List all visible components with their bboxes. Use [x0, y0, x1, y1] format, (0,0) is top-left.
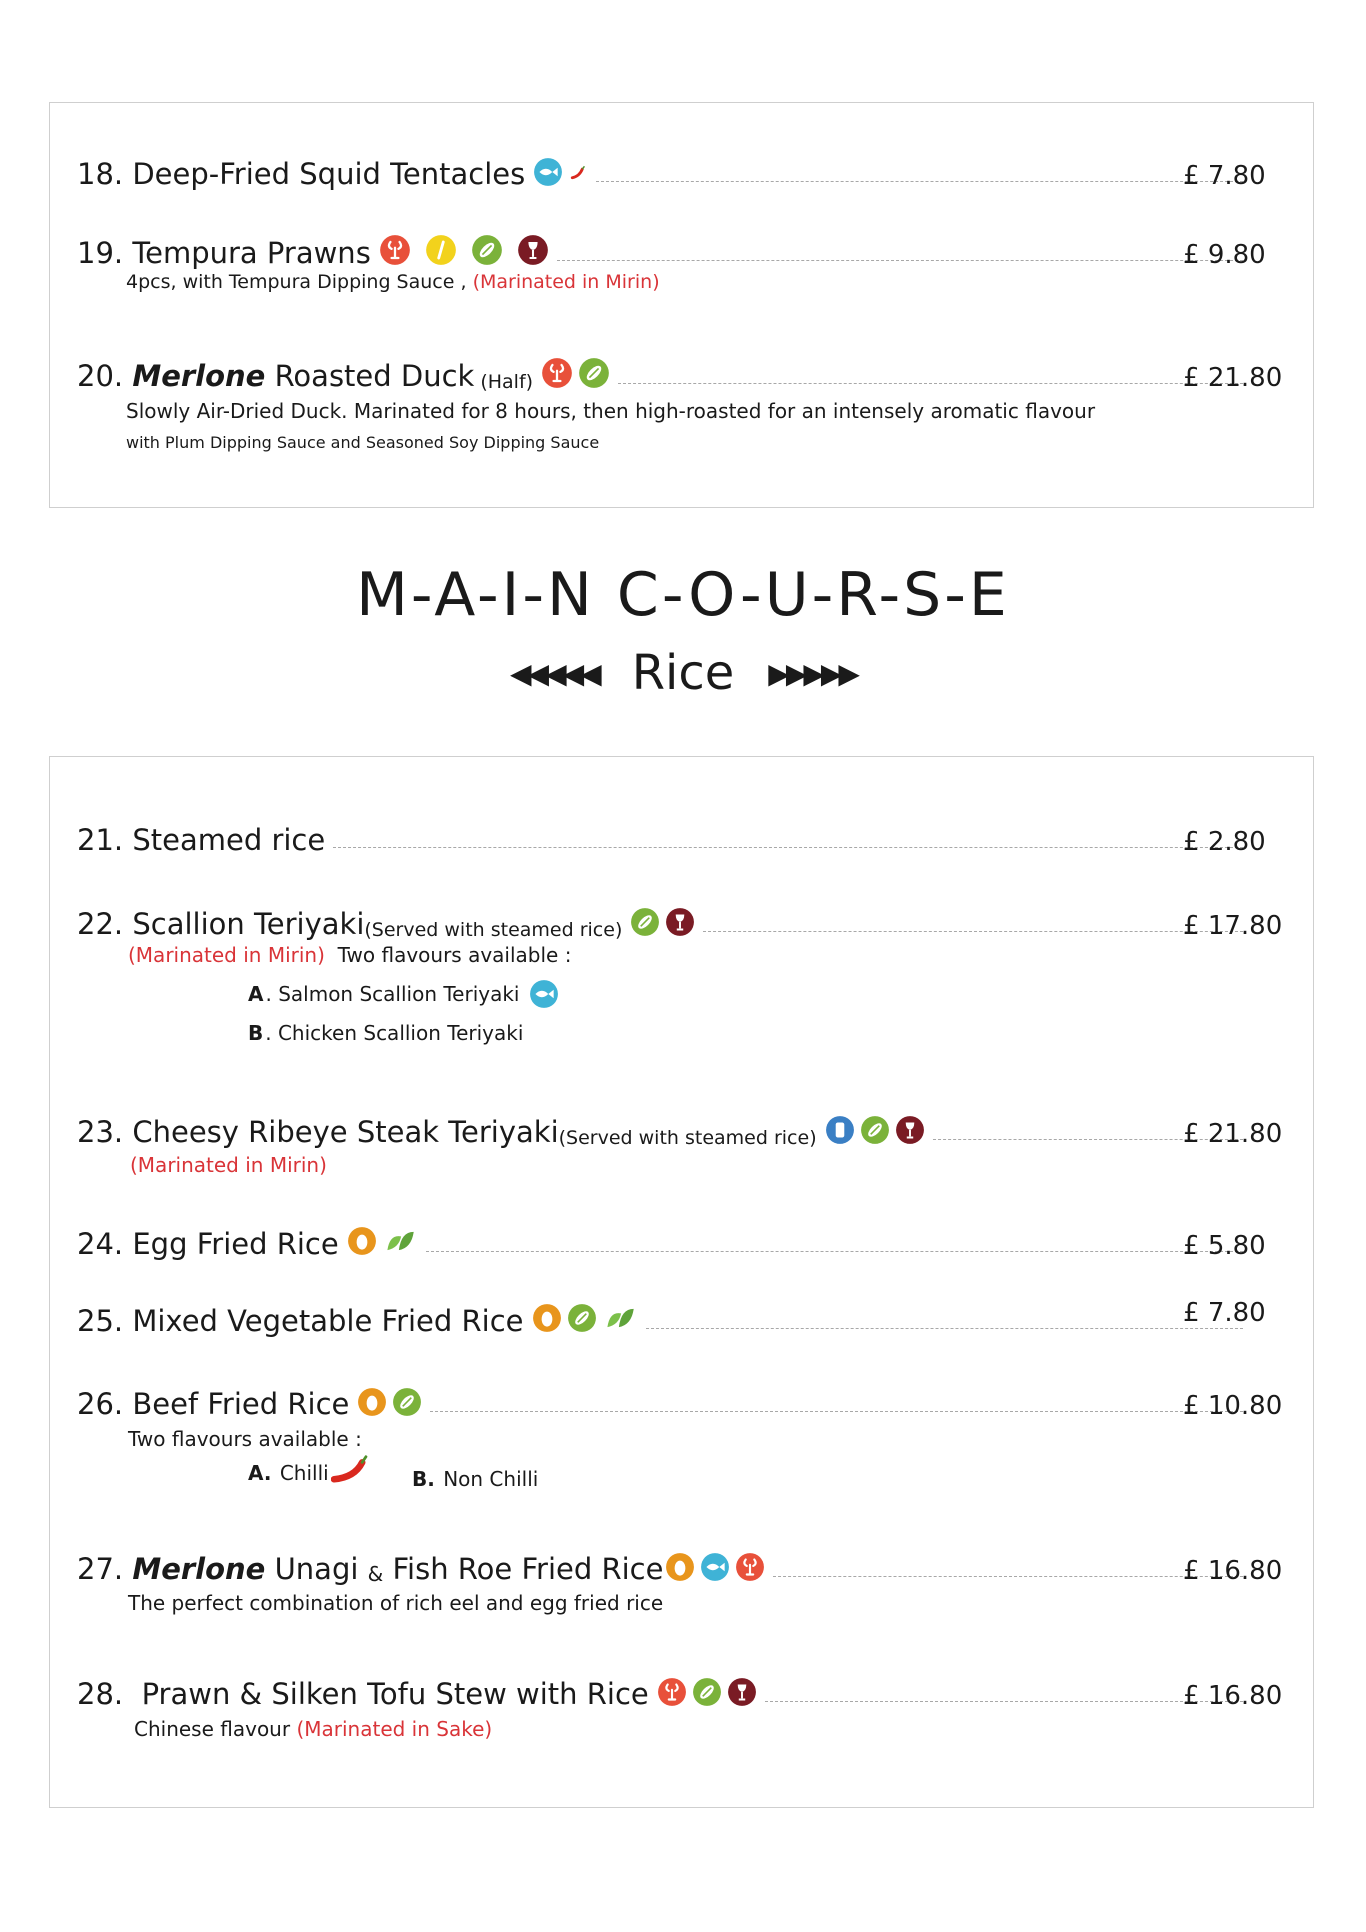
item-number: 18. [77, 157, 124, 191]
served-note: (Served with steamed rice) [558, 1127, 817, 1149]
section-subtitle-row [0, 645, 1366, 701]
item-price: 7.80 [1207, 161, 1266, 191]
portion-note: (Half) [480, 371, 534, 393]
item-price: 21.80 [1207, 1119, 1283, 1149]
alcohol-icon [895, 1115, 925, 1145]
option-letter: A. [248, 1461, 272, 1485]
shellfish-icon [657, 1677, 687, 1707]
menu-item-24[interactable] [77, 1221, 1266, 1261]
soy-icon [692, 1677, 722, 1707]
chilli-icon [331, 1453, 369, 1483]
menu-item-20[interactable] [77, 353, 1283, 393]
option-a[interactable] [248, 1461, 369, 1485]
fish-icon [529, 979, 559, 1009]
option-text: Non Chilli [443, 1467, 539, 1491]
item-price: 10.80 [1207, 1391, 1283, 1421]
option-letter: B. [412, 1467, 435, 1491]
option-b[interactable] [412, 1467, 538, 1491]
currency: £ [1183, 827, 1200, 857]
section-title: M-A-I-N C-O-U-R-S-E [356, 560, 1010, 630]
egg-icon [532, 1303, 562, 1333]
item-number: 28. [77, 1677, 124, 1711]
dotted-leader [596, 181, 1243, 182]
section-subtitle: Rice [631, 645, 735, 701]
item-number: 26. [77, 1387, 124, 1421]
currency: £ [1183, 363, 1200, 393]
menu-item-27[interactable] [77, 1546, 1283, 1586]
item-description [128, 943, 571, 967]
soy-icon [567, 1303, 597, 1333]
currency: £ [1183, 1681, 1200, 1711]
marinade-note: (Marinated in Mirin) [472, 271, 660, 293]
soy-icon [578, 357, 610, 389]
chilli-small-icon [568, 162, 588, 182]
item-title-rest: Fish Roe Fried Rice [392, 1552, 664, 1586]
dotted-leader [618, 383, 1243, 384]
vegetarian-leaf-icon [382, 1225, 418, 1257]
currency: £ [1183, 911, 1200, 941]
vegetarian-leaf-icon [602, 1302, 638, 1334]
menu-item-28[interactable] [77, 1671, 1283, 1711]
item-description [134, 1717, 492, 1741]
soy-icon [471, 234, 503, 266]
item-description: Slowly Air-Dried Duck. Marinated for 8 hours, then high-roasted for an intensely aromatic flavour [126, 399, 1096, 423]
dotted-leader [646, 1328, 1243, 1329]
item-title: Prawn & Silken Tofu Stew with Rice [141, 1677, 649, 1711]
currency: £ [1183, 240, 1200, 270]
brand-name: Merlone [132, 1552, 266, 1586]
item-price: 17.80 [1207, 911, 1283, 941]
fish-icon [533, 157, 563, 187]
brand-name: Merlone [132, 359, 266, 393]
dotted-leader [773, 1576, 1243, 1577]
marinade-note: (Marinated in Sake) [296, 1717, 493, 1741]
option-text: Chilli [279, 1461, 329, 1485]
item-price: 7.80 [1207, 1298, 1266, 1328]
item-description [126, 271, 660, 293]
item-description: The perfect combination of rich eel and egg fried rice [128, 1591, 664, 1615]
egg-icon [347, 1226, 377, 1256]
alcohol-icon [665, 907, 695, 937]
option-text: Chicken Scallion Teriyaki [277, 1021, 524, 1045]
item-number: 24. [77, 1227, 124, 1261]
description-text: Two flavours available : [337, 943, 572, 967]
option-letter: B [248, 1021, 264, 1045]
currency: £ [1183, 1119, 1200, 1149]
arrows-right: ▶▶▶▶▶ [768, 656, 856, 690]
alcohol-icon [517, 234, 549, 266]
soy-icon [860, 1115, 890, 1145]
item-number: 19. [77, 236, 124, 270]
item-price: 5.80 [1207, 1231, 1266, 1261]
item-title: Tempura Prawns [132, 236, 371, 270]
soy-icon [630, 907, 660, 937]
shellfish-icon [379, 234, 411, 266]
marinade-note: (Marinated in Mirin) [130, 1153, 327, 1177]
ampersand: & [367, 1562, 384, 1586]
marinade-note: (Marinated in Mirin) [128, 943, 325, 967]
item-number: 27. [77, 1552, 124, 1586]
item-price: 9.80 [1207, 240, 1266, 270]
item-title: Unagi [274, 1552, 359, 1586]
currency: £ [1183, 1231, 1200, 1261]
arrows-left: ◀◀◀◀◀ [510, 656, 598, 690]
egg-icon [665, 1552, 695, 1582]
item-title: Scallion Teriyaki [132, 907, 365, 941]
shellfish-icon [541, 357, 573, 389]
alcohol-icon [727, 1677, 757, 1707]
soy-icon [392, 1387, 422, 1417]
fish-icon [700, 1552, 730, 1582]
item-title: Egg Fried Rice [132, 1227, 339, 1261]
item-title: Roasted Duck [274, 359, 475, 393]
currency: £ [1183, 1556, 1200, 1586]
option-b[interactable]: B . Chicken Scallion Teriyaki [248, 1021, 524, 1045]
item-price: 21.80 [1207, 363, 1283, 393]
menu-item-25[interactable] [77, 1298, 1266, 1338]
item-price: 16.80 [1207, 1681, 1283, 1711]
main-course-panel [49, 756, 1314, 1808]
item-title: Cheesy Ribeye Steak Teriyaki [132, 1115, 559, 1149]
item-number: 22. [77, 907, 124, 941]
menu-item-18[interactable] [77, 151, 1266, 191]
dotted-leader [430, 1411, 1243, 1412]
dotted-leader [426, 1251, 1243, 1252]
option-letter: A [248, 982, 264, 1006]
item-title: Beef Fried Rice [132, 1387, 350, 1421]
item-title: Steamed rice [132, 823, 326, 857]
dotted-leader [333, 847, 1243, 848]
gluten-icon [425, 234, 457, 266]
item-title: Deep-Fried Squid Tentacles [132, 157, 526, 191]
item-number: 25. [77, 1304, 124, 1338]
egg-icon [357, 1387, 387, 1417]
dotted-leader [703, 931, 1243, 932]
appetizer-panel [49, 102, 1314, 508]
menu-item-26[interactable] [77, 1381, 1283, 1421]
item-number: 20. [77, 359, 124, 393]
menu-item-22[interactable] [77, 901, 1283, 941]
currency: £ [1183, 1298, 1200, 1328]
dotted-leader [557, 260, 1243, 261]
item-price: 2.80 [1207, 827, 1266, 857]
currency: £ [1183, 161, 1200, 191]
menu-item-19[interactable] [77, 230, 1266, 270]
shellfish-icon [735, 1552, 765, 1582]
item-number: 23. [77, 1115, 124, 1149]
description-text: 4pcs, with Tempura Dipping Sauce , [126, 271, 467, 293]
served-note: (Served with steamed rice) [364, 919, 623, 941]
item-description-sauces: with Plum Dipping Sauce and Seasoned Soy Dipping Sauce [126, 433, 600, 452]
menu-item-21[interactable] [77, 817, 1266, 857]
item-price: 16.80 [1207, 1556, 1283, 1586]
currency: £ [1183, 1391, 1200, 1421]
dotted-leader [765, 1701, 1243, 1702]
item-number: 21. [77, 823, 124, 857]
option-text: Salmon Scallion Teriyaki [278, 982, 520, 1006]
item-title: Mixed Vegetable Fried Rice [132, 1304, 524, 1338]
item-description: Two flavours available : [128, 1427, 362, 1451]
milk-icon [825, 1115, 855, 1145]
description-text: Chinese flavour [134, 1717, 291, 1741]
option-a[interactable]: A . Salmon Scallion Teriyaki [248, 979, 559, 1009]
menu-item-23[interactable] [77, 1109, 1283, 1149]
